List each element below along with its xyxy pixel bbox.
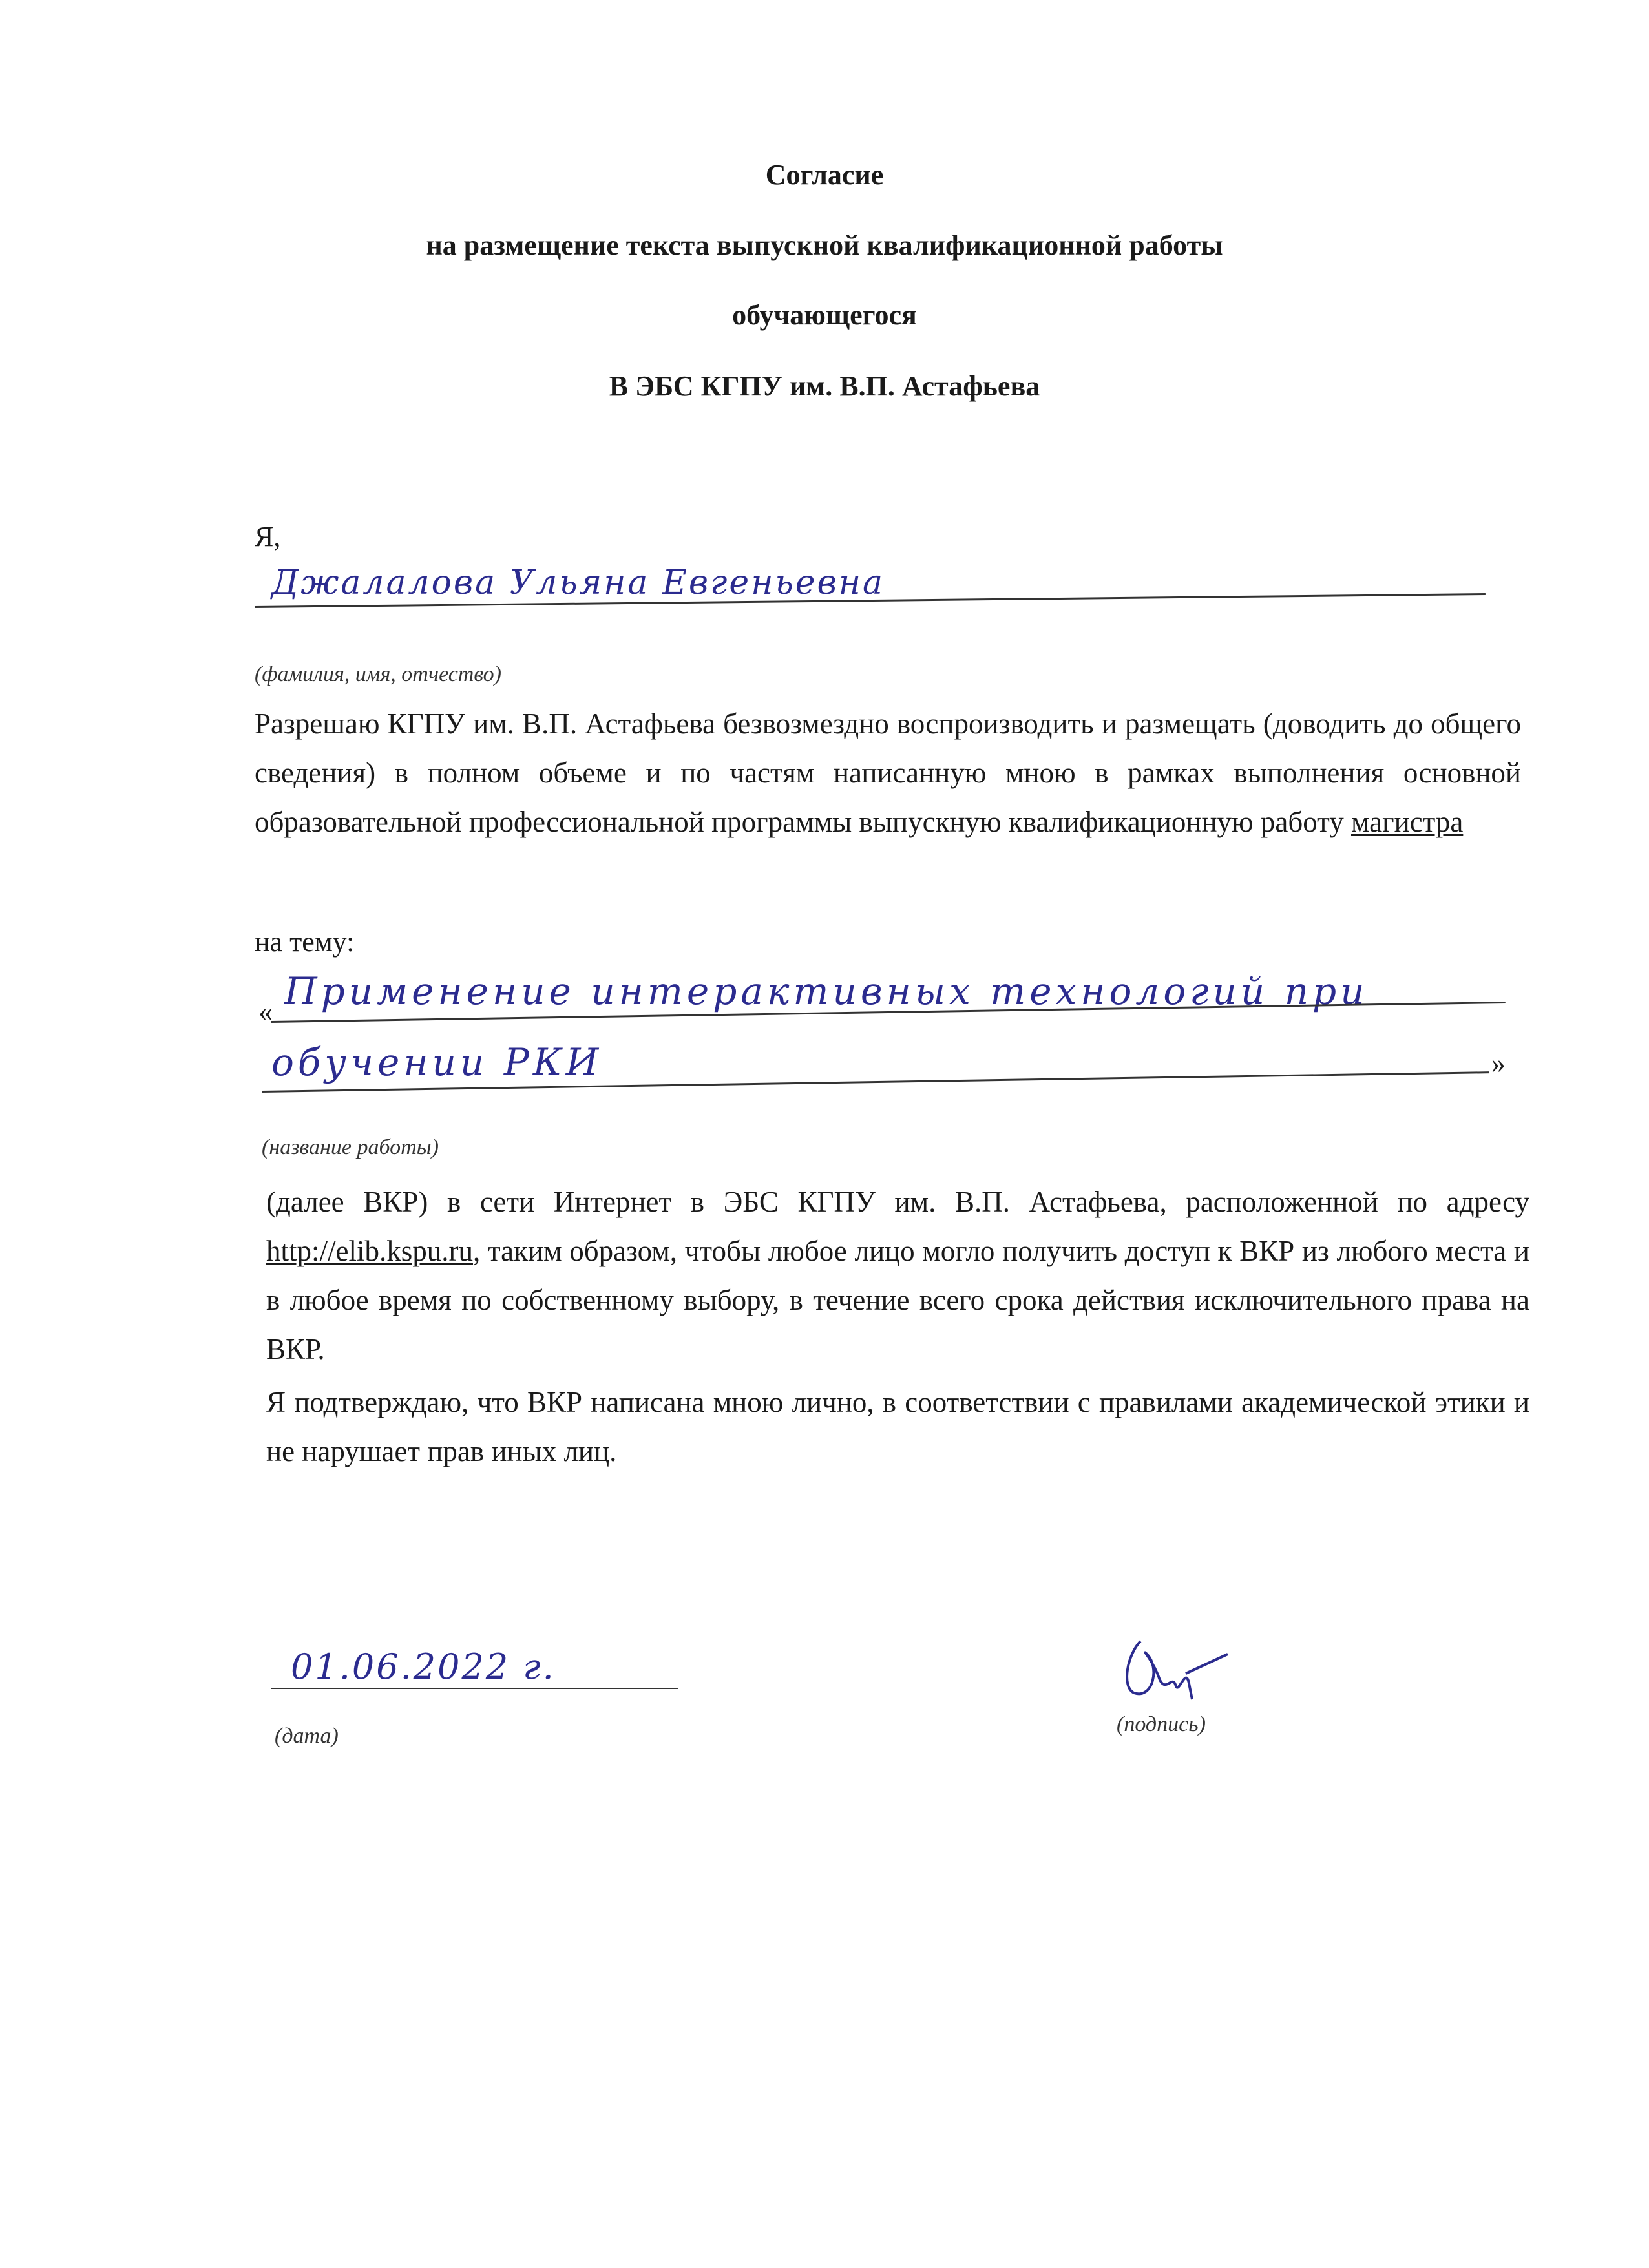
topic-line1-handwritten: Применение интерактивных технологий при: [284, 969, 1369, 1013]
document-subtitle-student: обучающегося: [732, 299, 917, 331]
date-label: (дата): [275, 1724, 339, 1748]
title-label: (название работы): [262, 1135, 439, 1159]
placement-paragraph: [266, 1177, 1529, 1374]
close-quote: »: [1491, 1047, 1506, 1079]
degree-text: магистра: [1351, 806, 1464, 838]
permission-paragraph: [255, 699, 1521, 846]
name-handwritten: Джалалова Ульяна Евгеньевна: [271, 563, 885, 602]
placement-text-before: (далее ВКР) в сети Интернет в ЭБС КГПУ им. В.П. Астафьева, расположенной по адресу: [266, 1186, 1529, 1218]
name-label: (фамилия, имя, отчество): [255, 662, 501, 686]
document-subtitle: на размещение текста выпускной квалификационной работы: [426, 229, 1223, 261]
library-link[interactable]: http://elib.kspu.ru: [266, 1235, 473, 1267]
placement-text-after: , таким образом, чтобы любое лицо могло получить доступ к ВКР из любого места и в любое время по собственному выбору, в течение всего срока действия исключительного права на ВКР.: [266, 1235, 1529, 1365]
confirmation-paragraph: Я подтверждаю, что ВКР написана мною лично, в соответствии с правилами академической этики и не нарушает прав иных лиц.: [266, 1386, 1529, 1467]
permission-text: Разрешаю КГПУ им. В.П. Астафьева безвозмездно воспроизводить и размещать (доводить до общего сведения) в полном объеме и по частям написанную мною в рамках выполнения основной образовательной профессиональной программы выпускную квалификационную работу: [255, 708, 1521, 838]
date-handwritten: 01.06.2022 г.: [291, 1646, 556, 1687]
topic-label: на тему:: [255, 926, 355, 958]
document-title: Согласие: [765, 159, 884, 191]
topic-line2-handwritten: обучении РКИ: [271, 1040, 603, 1084]
open-quote: «: [258, 996, 273, 1027]
document-subtitle-library: В ЭБС КГПУ им. В.П. Астафьева: [609, 370, 1040, 402]
signature-label: (подпись): [1117, 1712, 1206, 1736]
signature: [1115, 1628, 1231, 1712]
prefix-text: Я,: [255, 521, 281, 552]
date-line: [271, 1688, 678, 1689]
